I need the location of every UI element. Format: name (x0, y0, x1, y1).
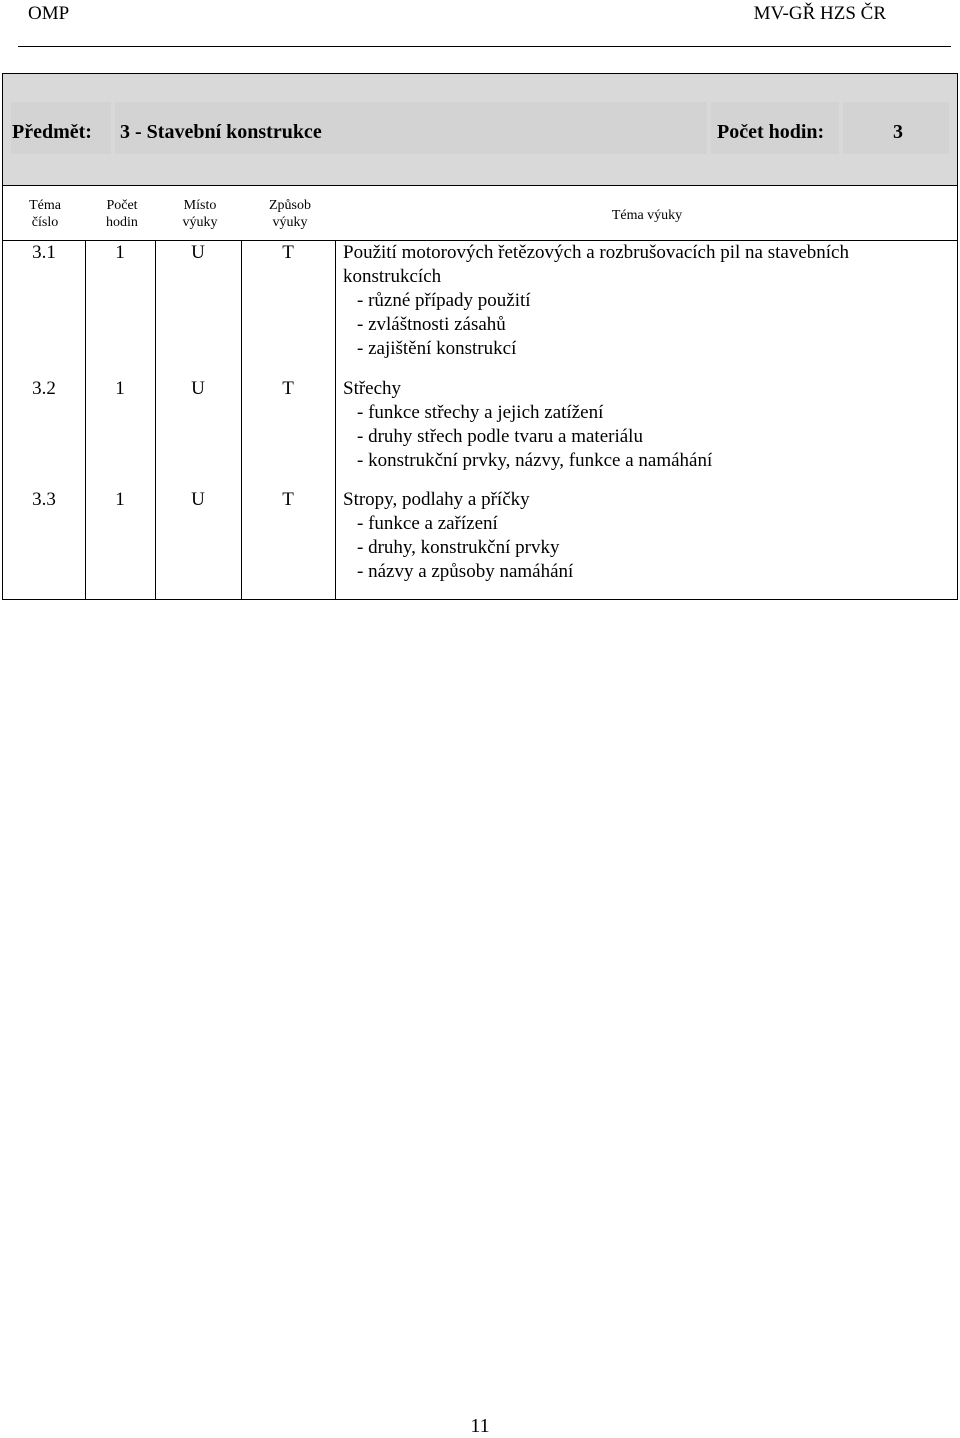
column-headers (3, 186, 957, 241)
row-subtopic: - funkce a zařízení (357, 513, 498, 534)
row-subtopic: - názvy a způsoby namáhání (357, 561, 574, 582)
row-title: konstrukcích (343, 266, 442, 287)
hours-value: 3 (893, 121, 903, 143)
row-number: 3.1 (32, 242, 56, 263)
row-place: U (191, 489, 205, 510)
page-number: 11 (470, 1415, 490, 1437)
col-divider (335, 241, 336, 599)
row-number: 3.2 (32, 378, 56, 399)
col-topic-number: Téma číslo (29, 198, 61, 230)
row-subtopic: - různé případy použití (357, 290, 531, 311)
row-subtopic: - funkce střechy a jejich zatížení (357, 402, 604, 423)
row-topic (343, 241, 943, 361)
row-subtopic: - druhy střech podle tvaru a materiálu (357, 426, 643, 447)
col-divider (155, 241, 156, 599)
header-left: OMP (28, 3, 70, 24)
col-divider (85, 241, 86, 599)
row-method: T (282, 489, 294, 510)
col-divider (241, 241, 242, 599)
subject-label: Předmět: (12, 121, 92, 143)
row-number: 3.3 (32, 489, 56, 510)
curriculum-table (2, 73, 958, 600)
row-title: Použití motorových řetězových a rozbrušovacích pil na stavebních (343, 242, 849, 263)
col-topic: Téma výuky (611, 208, 683, 223)
header-right: MV-GŘ HZS ČR (753, 3, 886, 24)
col-method: Způsob výuky (269, 198, 311, 230)
subject-name: 3 - Stavební konstrukce (120, 121, 322, 143)
row-hours: 1 (115, 489, 125, 510)
col-hours: Počet hodin (106, 198, 138, 230)
row-method: T (282, 378, 294, 399)
subject-bar (3, 74, 957, 186)
row-title: Stropy, podlahy a příčky (343, 489, 530, 510)
row-title: Střechy (343, 378, 402, 399)
row-topic (343, 377, 943, 473)
header-divider (18, 46, 951, 47)
col-place: Místo výuky (182, 198, 218, 230)
row-place: U (191, 242, 205, 263)
row-hours: 1 (115, 378, 125, 399)
row-hours: 1 (115, 242, 125, 263)
row-subtopic: - zvláštnosti zásahů (357, 314, 506, 335)
row-method: T (282, 242, 294, 263)
row-place: U (191, 378, 205, 399)
hours-label: Počet hodin: (717, 121, 825, 143)
row-subtopic: - druhy, konstrukční prvky (357, 537, 560, 558)
row-subtopic: - zajištění konstrukcí (357, 338, 517, 359)
row-subtopic: - konstrukční prvky, názvy, funkce a namáhání (357, 450, 713, 471)
row-topic (343, 488, 943, 584)
table-body (3, 241, 957, 599)
